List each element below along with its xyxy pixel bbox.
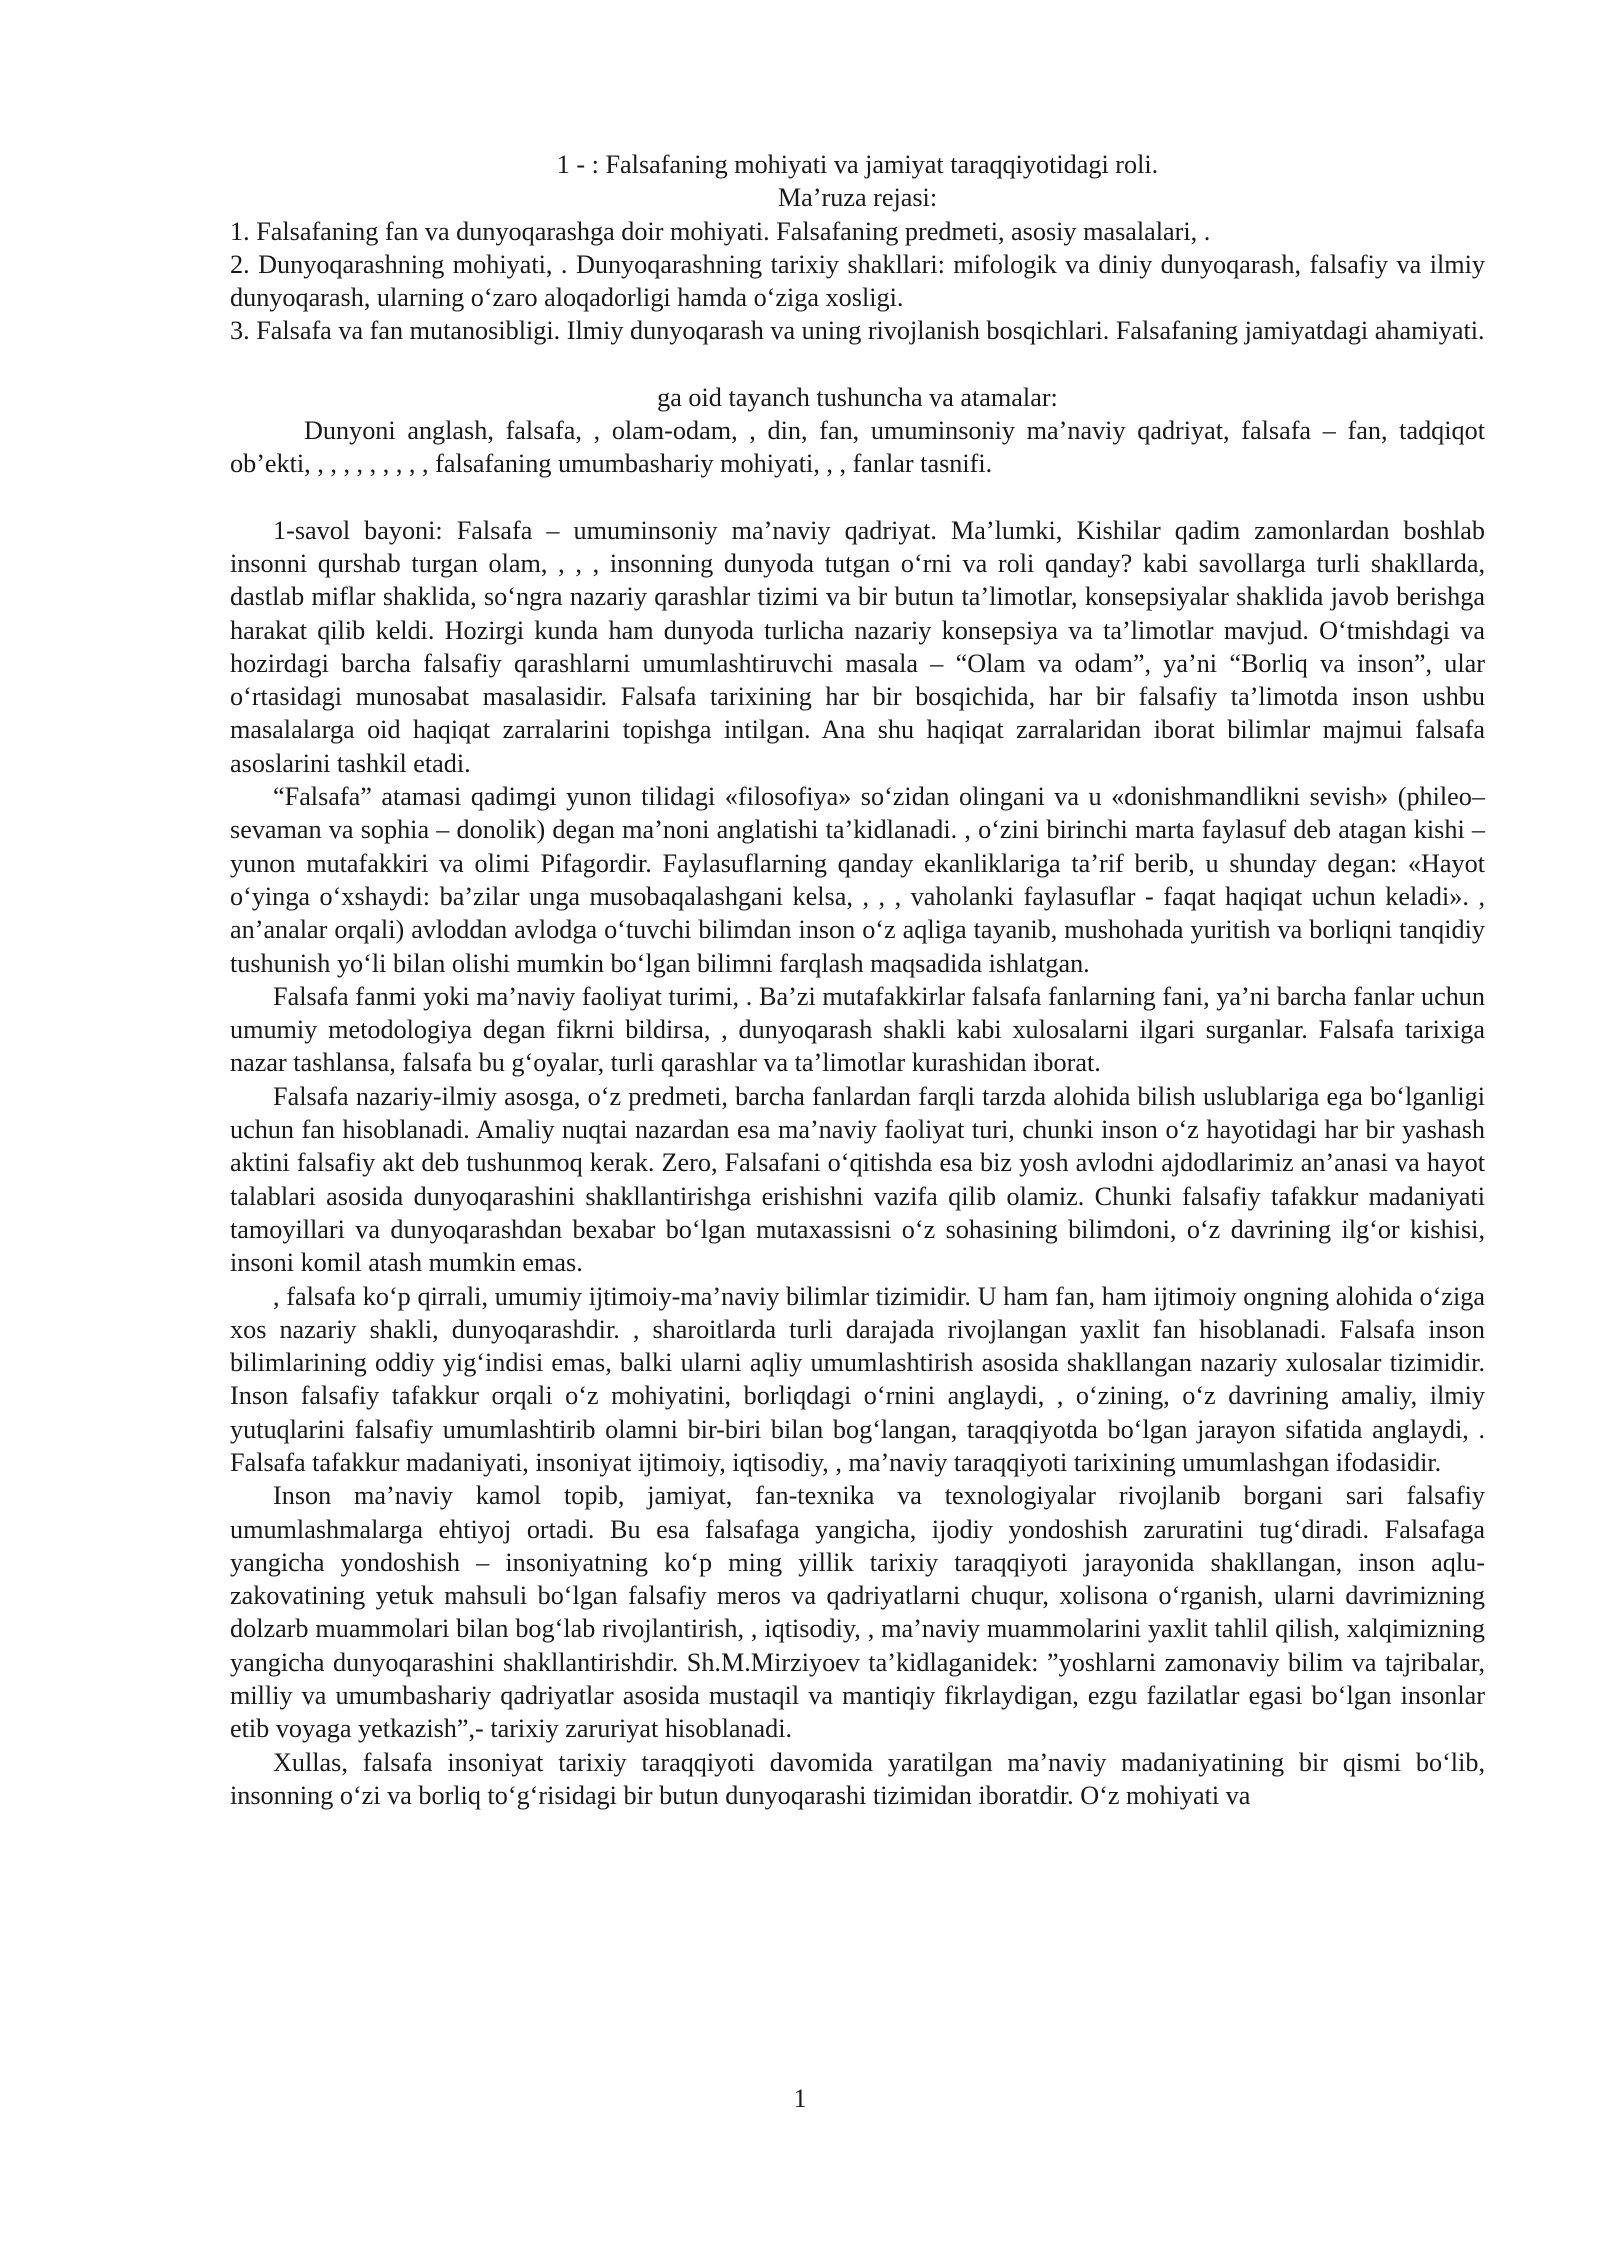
keywords-heading: ga oid tayanch tushuncha va atamalar: xyxy=(657,382,1058,412)
body-paragraph-7: Xullas, falsafa insoniyat tarixiy taraqqiyoti davomida yaratilgan ma’naviy madaniyatining bir qismi bo‘lib, insonning o‘zi va borliq to‘g‘risidagi bir butun dunyoqarashi tizimidan iboratdir. O‘z mohiyati va xyxy=(230,1747,1485,1810)
body-paragraph-1: 1-savol bayoni: Falsafa – umuminsoniy ma’naviy qadriyat. Ma’lumki, Kishilar qadim zamonlardan boshlab insonni qurshab turgan olam, , , , insonning dunyoda tutgan o‘rni va roli qanday? kabi savollarga turli shakllarda, dastlab miflar shaklida, so‘ngra nazariy qarashlar tizimi va bir butun ta’limotlar, konsepsiyalar shaklida javob berishga harakat qilib keldi. Hozirgi kunda ham dunyoda turlicha nazariy konsepsiya va ta’limotlar mavjud. O‘tmishdagi va hozirdagi barcha falsafiy qarashlarni umumlashtiruvchi masala – “Olam va odam”, ya’ni “Borliq va inson”, ular o‘rtasidagi munosabat masalasidir. Falsafa tarixining har bir bosqichida, har bir falsafiy ta’limotda inson ushbu masalalarga oid haqiqat zarralarini topishga intilgan. Ana shu haqiqat zarralaridan iborat bilimlar majmui falsafa asoslarini tashkil etadi. xyxy=(230,515,1485,778)
body-paragraph-6: Inson ma’naviy kamol topib, jamiyat, fan-texnika va texnologiyalar rivojlanib borgani sari falsafiy umumlashmalarga ehtiyoj ortadi. Bu esa falsafaga yangicha, ijodiy yondoshish zaruratini tug‘diradi. Falsafaga yangicha yondoshish – insoniyatning ko‘p ming yillik tarixiy taraqqiyoti jarayonida shakllangan, inson aqlu-zakovatining yetuk mahsuli bo‘lgan falsafiy meros va qadriyatlarni chuqur, xolisona o‘rganish, ularni davrimizning dolzarb muammolari bilan bog‘lab rivojlantirish, , iqtisodiy, , ma’naviy muammolarini yaxlit tahlil qilish, xalqimizning yangicha dunyoqarashini shakllantirishdir. Sh.M.Mirziyoev ta’kidlaganidek: ”yoshlarni zamonaviy bilim va tajribalar, milliy va umumbashariy qadriyatlar asosida mustaqil va mantiqiy fikrlaydigan, ezgu fazilatlar egasi bo‘lgan insonlar etib voyaga yetkazish”,- tarixiy zaruriyat hisoblanadi. xyxy=(230,1481,1485,1744)
body-paragraph-2: “Falsafa” atamasi qadimgi yunon tilidagi «filosofiya» so‘zidan olingani va u «donishmandlikni sevish» (phileo– sevaman va sophia – donolik) degan ma’noni anglatishi ta’kidlanadi. , o‘zini birinchi marta faylasuf deb atagan kishi – yunon mutafakkiri va olimi Pifagordir. Faylasuflarning qanday ekanliklariga ta’rif berib, u shunday degan: «Hayot o‘yinga o‘xshaydi: ba’zilar unga musobaqalashgani kelsa, , , , vaholanki faylasuflar - faqat haqiqat uchun keladi». , an’analar orqali) avloddan avlodga o‘tuvchi bilimdan inson o‘z aqliga tayanib, mushohada yuritish va borliqni tanqidiy tushunish yo‘li bilan olishi mumkin bo‘lgan bilimni farqlash maqsadida ishlatgan. xyxy=(230,782,1485,978)
spacer xyxy=(230,348,1485,381)
page-number: 1 xyxy=(793,2084,807,2113)
keywords-text: Dunyoni anglash, falsafa, , olam-odam, , din, fan, umuminsoniy ma’naviy qadriyat, falsafa – fan, tadqiqot ob’ekti, , , , , , , , , , falsafaning umumbashariy mohiyati, , , fanlar tasnifi. xyxy=(230,416,1485,479)
plan-item-3: 3. Falsafa va fan mutanosibligi. Ilmiy dunyoqarash va uning rivojlanish bosqichlari. Falsafaning jamiyatdagi ahamiyati. xyxy=(230,316,1485,346)
lecture-title: 1 - : Falsafaning mohiyati va jamiyat taraqqiyotidagi roli. xyxy=(556,150,1159,179)
plan-heading: Ma’ruza rejasi: xyxy=(777,183,938,213)
spacer xyxy=(230,481,1485,514)
plan-item-1: 1. Falsafaning fan va dunyoqarashga doir mohiyati. Falsafaning predmeti, asosiy masalalari, . xyxy=(230,216,1211,246)
page-content xyxy=(230,148,1485,1812)
body-paragraph-5: , falsafa ko‘p qirrali, umumiy ijtimoiy-ma’naviy bilimlar tizimidir. U ham fan, ham ijtimoiy ongning alohida o‘ziga xos nazariy shakli, dunyoqarashdir. , sharoitlarda turli darajada rivojlangan yaxlit fan hisoblanadi. Falsafa inson bilimlarining oddiy yig‘indisi emas, balki ularni aqliy umumlashtirish asosida shakllangan nazariy xulosalar tizimidir. Inson falsafiy tafakkur orqali o‘z mohiyatini, borliqdagi o‘rnini anglaydi, , o‘zining, o‘z davrining amaliy, ilmiy yutuqlarini falsafiy umumlashtirib olamni bir-biri bilan bog‘langan, taraqqiyotda bo‘lgan jarayon sifatida anglaydi, . Falsafa tafakkur madaniyati, insoniyat ijtimoiy, iqtisodiy, , ma’naviy taraqqiyoti tarixining umumlashgan ifodasidir. xyxy=(230,1281,1485,1477)
body-paragraph-4: Falsafa nazariy-ilmiy asosga, o‘z predmeti, barcha fanlardan farqli tarzda alohida bilish uslublariga ega bo‘lganligi uchun fan hisoblanadi. Amaliy nuqtai nazardan esa ma’naviy faoliyat turi, chunki inson o‘z hayotidagi har bir yashash aktini falsafiy akt deb tushunmoq kerak. Zero, Falsafani o‘qitishda esa biz yosh avlodni ajdodlarimiz an’anasi va hayot talablari asosida dunyoqarashini shakllantirishga erishishni vazifa qilib olamiz. Chunki falsafiy tafakkur madaniyati tamoyillari va dunyoqarashdan bexabar bo‘lgan mutaxassisni o‘z sohasining bilimdoni, o‘z davrining ilg‘or kishisi, insoni komil atash mumkin emas. xyxy=(230,1081,1485,1278)
plan-item-2: 2. Dunyoqarashning mohiyati, . Dunyoqarashning tarixiy shakllari: mifologik va diniy dunyoqarash, falsafiy va ilmiy dunyoqarash, ularning o‘zaro aloqadorligi hamda o‘ziga xosligi. xyxy=(230,249,1485,313)
body-paragraph-3: Falsafa fanmi yoki ma’naviy faoliyat turimi, . Ba’zi mutafakkirlar falsafa fanlarning fani, ya’ni barcha fanlar uchun umumiy metodologiya degan fikrni bildirsa, , dunyoqarash shakli kabi xulosalarni ilgari surganlar. Falsafa tarixiga nazar tashlansa, falsafa bu g‘oyalar, turli qarashlar va ta’limotlar kurashidan iborat. xyxy=(230,981,1485,1078)
